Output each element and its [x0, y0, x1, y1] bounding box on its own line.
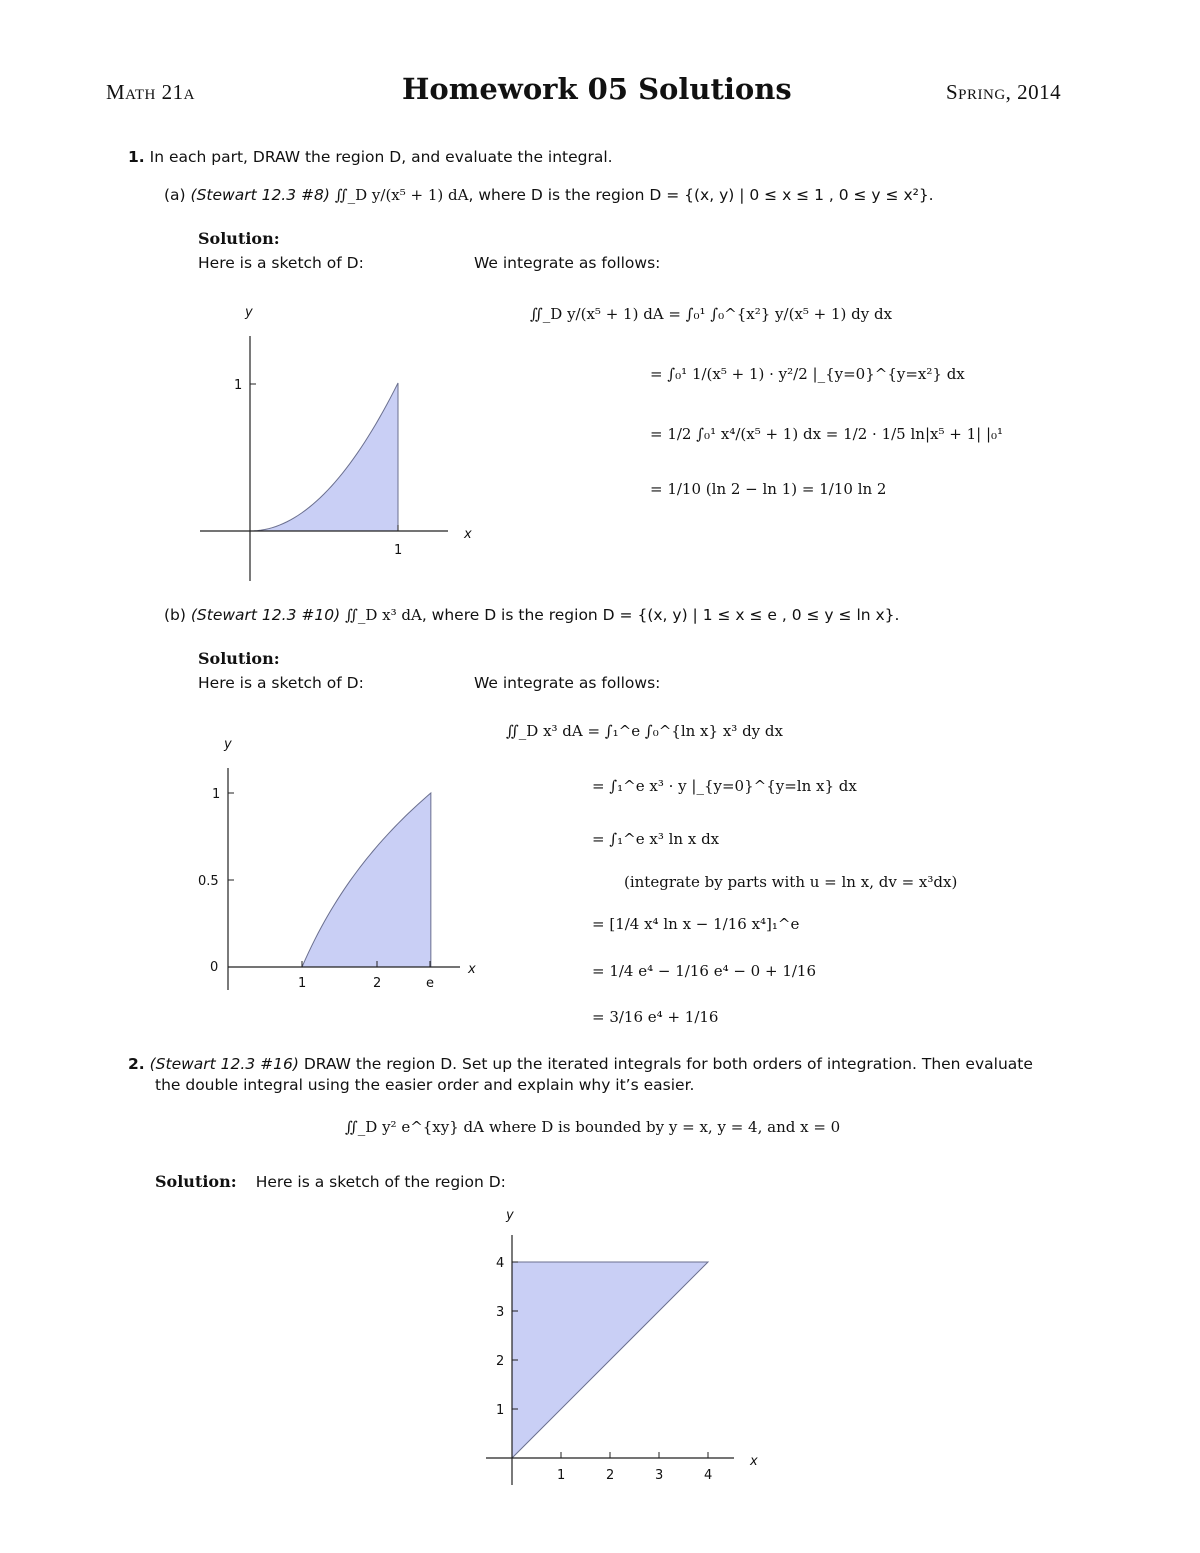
x-axis-label: x — [464, 527, 472, 542]
part-b-step-5: = [1/4 x⁴ ln x − 1/16 x⁴]₁^e — [592, 915, 800, 933]
x-tick-label: 3 — [655, 1468, 664, 1483]
part-a-step-1: ∬_D y/(x⁵ + 1) dA = ∫₀¹ ∫₀^{x²} y/(x⁵ + 1) dy dx — [530, 305, 893, 323]
page-title: Homework 05 Solutions — [402, 72, 792, 106]
part-b-step-3: = ∫₁^e x³ ln x dx — [592, 830, 720, 848]
graph-problem-2 — [470, 1200, 770, 1490]
x-tick-label: 1 — [394, 543, 403, 558]
source-reference: (Stewart 12.3 #10) — [190, 606, 341, 624]
y-tick-label: 1 — [212, 787, 221, 802]
x-tick-label: e — [426, 976, 434, 991]
solution-label: Solution: — [155, 1172, 237, 1191]
x-axis-label: x — [750, 1454, 758, 1469]
x-tick-label: 2 — [373, 976, 382, 991]
integrate-caption: We integrate as follows: — [474, 674, 661, 692]
problem-2-solution — [155, 1172, 506, 1191]
y-tick-label: 3 — [496, 1305, 505, 1320]
part-b-step-4: (integrate by parts with u = ln x, dv = x³dx) — [624, 873, 958, 891]
y-tick-label: 2 — [496, 1354, 505, 1369]
graph-part-b — [190, 730, 500, 1000]
source-reference: (Stewart 12.3 #8) — [190, 186, 330, 204]
part-b-step-6: = 1/4 e⁴ − 1/16 e⁴ − 0 + 1/16 — [592, 962, 817, 980]
part-a-statement — [164, 186, 934, 204]
part-label: (a) — [164, 186, 186, 204]
part-b-step-2: = ∫₁^e x³ · y |_{y=0}^{y=ln x} dx — [592, 777, 857, 795]
part-b-step-7: = 3/16 e⁴ + 1/16 — [592, 1008, 719, 1026]
solution-label: Solution: — [198, 229, 280, 248]
problem-2-integral: ∬_D y² e^{xy} dA — [345, 1118, 484, 1136]
source-reference: (Stewart 12.3 #16) — [149, 1055, 299, 1073]
problem-number: 1. — [128, 148, 145, 166]
part-a-step-2: = ∫₀¹ 1/(x⁵ + 1) · y²/2 |_{y=0}^{y=x²} dx — [650, 365, 965, 383]
shaded-region — [302, 793, 431, 967]
part-b-step-1: ∬_D x³ dA = ∫₁^e ∫₀^{ln x} x³ dy dx — [506, 722, 783, 740]
y-tick-label: 1 — [496, 1403, 505, 1418]
x-tick-label: 2 — [606, 1468, 615, 1483]
solution-label: Solution: — [198, 649, 280, 668]
part-a-step-3: = 1/2 ∫₀¹ x⁴/(x⁵ + 1) dx = 1/2 · 1/5 ln|x⁵ + 1| |₀¹ — [650, 425, 1004, 443]
problem-number: 2. — [128, 1055, 145, 1073]
course-name: Math 21a — [106, 80, 195, 104]
sketch-caption: Here is a sketch of D: — [198, 254, 364, 272]
part-label: (b) — [164, 606, 186, 624]
integrate-caption: We integrate as follows: — [474, 254, 661, 272]
y-axis-label: y — [506, 1208, 514, 1223]
graph-part-a — [190, 296, 490, 586]
y-tick-label: 0.5 — [198, 874, 219, 889]
instruction-text: DRAW the region D. Set up the iterated integrals for both orders of integration. Then evaluate — [303, 1055, 1033, 1073]
y-axis-label: y — [245, 305, 253, 320]
region-description: , where D is the region D = {(x, y) | 0 ≤ x ≤ 1 , 0 ≤ y ≤ x²}. — [468, 186, 934, 204]
problem-2-instruction-cont: the double integral using the easier order and explain why it’s easier. — [155, 1076, 695, 1094]
x-tick-label: 4 — [704, 1468, 713, 1483]
part-b-integral: ∬_D x³ dA — [345, 606, 422, 624]
x-axis-label: x — [468, 962, 476, 977]
part-a-step-4: = 1/10 (ln 2 − ln 1) = 1/10 ln 2 — [650, 480, 887, 498]
y-axis-label: y — [224, 737, 232, 752]
shaded-region — [512, 1262, 708, 1458]
term-label: Spring, 2014 — [946, 80, 1062, 104]
sketch-caption: Here is a sketch of the region D: — [255, 1173, 506, 1191]
region-description: , where D is the region D = {(x, y) | 1 ≤ x ≤ e , 0 ≤ y ≤ ln x}. — [421, 606, 900, 624]
part-b-statement — [164, 606, 899, 624]
y-tick-label: 4 — [496, 1256, 505, 1271]
sketch-caption: Here is a sketch of D: — [198, 674, 364, 692]
problem-2-instruction — [128, 1055, 1033, 1073]
instruction-text: In each part, DRAW the region D, and evaluate the integral. — [149, 148, 613, 166]
problem-2-bounds: where D is bounded by y = x, y = 4, and x = 0 — [489, 1118, 841, 1136]
y-tick-label: 0 — [210, 960, 219, 975]
x-tick-label: 1 — [298, 976, 307, 991]
x-tick-label: 1 — [557, 1468, 566, 1483]
problem-1-instruction — [128, 148, 613, 166]
shaded-region — [250, 383, 398, 531]
part-a-integral: ∬_D y/(x⁵ + 1) dA — [334, 186, 469, 204]
y-tick-label: 1 — [234, 378, 243, 393]
